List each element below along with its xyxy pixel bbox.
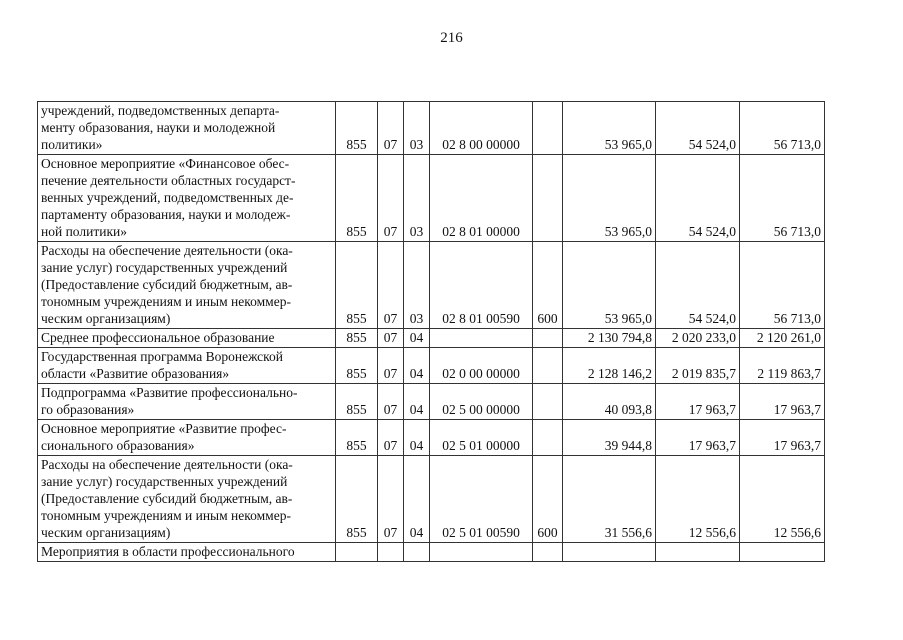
amount-year2-text: 17 963,7 bbox=[688, 438, 736, 453]
amount-year1-cell bbox=[563, 456, 656, 543]
amount-year1-cell bbox=[563, 242, 656, 329]
expense-name-cell bbox=[38, 456, 336, 543]
subsection-code-cell bbox=[404, 456, 430, 543]
section-code-cell bbox=[378, 102, 404, 155]
target-article-cell bbox=[430, 348, 533, 384]
table-row bbox=[38, 329, 825, 348]
section-code-text: 07 bbox=[383, 366, 398, 381]
amount-year1-text: 53 965,0 bbox=[604, 224, 652, 239]
subsection-code-cell bbox=[404, 242, 430, 329]
ministry-code-text: 855 bbox=[346, 330, 367, 345]
amount-year3-cell bbox=[740, 242, 825, 329]
section-code-cell bbox=[378, 348, 404, 384]
expense-type-cell bbox=[533, 102, 563, 155]
amount-year3-text: 56 713,0 bbox=[773, 137, 821, 152]
table-row bbox=[38, 242, 825, 329]
section-code-text: 07 bbox=[383, 137, 398, 152]
section-code-cell bbox=[378, 384, 404, 420]
ministry-code-text: 855 bbox=[346, 224, 367, 239]
target-article-cell bbox=[430, 329, 533, 348]
amount-year2-cell bbox=[656, 155, 740, 242]
subsection-code-text: 03 bbox=[409, 137, 424, 152]
table-row bbox=[38, 543, 825, 562]
expense-name-text: Подпрограмма «Развитие профессионально- го образования» bbox=[41, 385, 298, 417]
amount-year2-text: 12 556,6 bbox=[688, 525, 736, 540]
expense-type-cell bbox=[533, 384, 563, 420]
amount-year2-cell bbox=[656, 242, 740, 329]
expense-type-cell bbox=[533, 456, 563, 543]
expense-type-text: 600 bbox=[537, 311, 558, 326]
target-article-text: 02 0 00 00000 bbox=[442, 366, 520, 381]
ministry-code-cell bbox=[336, 155, 378, 242]
target-article-text: 02 5 00 00000 bbox=[442, 402, 520, 417]
expense-name-text: Основное мероприятие «Развитие профес- сионального образования» bbox=[41, 421, 287, 453]
target-article-text: 02 8 01 00000 bbox=[442, 224, 520, 239]
subsection-code-cell bbox=[404, 155, 430, 242]
ministry-code-text: 855 bbox=[346, 366, 367, 381]
ministry-code-cell bbox=[336, 456, 378, 543]
target-article-text: 02 5 01 00000 bbox=[442, 438, 520, 453]
target-article-cell bbox=[430, 384, 533, 420]
budget-rows bbox=[38, 102, 825, 562]
amount-year3-cell bbox=[740, 384, 825, 420]
section-code-text: 07 bbox=[383, 311, 398, 326]
expense-name-text: Основное мероприятие «Финансовое обес- печение деятельности областных государст- венных учреждений, подведомственных де- партаменту образования, науки и молодеж- ной политики» bbox=[41, 156, 296, 239]
target-article-text: 02 8 01 00590 bbox=[442, 311, 520, 326]
section-code-text: 07 bbox=[383, 224, 398, 239]
amount-year1-cell bbox=[563, 420, 656, 456]
amount-year1-cell bbox=[563, 329, 656, 348]
table-row bbox=[38, 384, 825, 420]
ministry-code-cell bbox=[336, 348, 378, 384]
expense-type-text: 600 bbox=[537, 525, 558, 540]
amount-year2-cell bbox=[656, 420, 740, 456]
amount-year1-cell bbox=[563, 348, 656, 384]
subsection-code-text: 04 bbox=[409, 438, 424, 453]
expense-name-cell bbox=[38, 242, 336, 329]
table-row bbox=[38, 155, 825, 242]
amount-year1-text: 31 556,6 bbox=[604, 525, 652, 540]
amount-year1-text: 53 965,0 bbox=[604, 311, 652, 326]
amount-year2-text: 2 020 233,0 bbox=[671, 330, 736, 345]
amount-year3-cell bbox=[740, 543, 825, 562]
target-article-cell bbox=[430, 102, 533, 155]
expense-name-cell bbox=[38, 102, 336, 155]
expense-type-cell bbox=[533, 348, 563, 384]
expense-name-cell bbox=[38, 155, 336, 242]
expense-name-cell bbox=[38, 420, 336, 456]
subsection-code-cell bbox=[404, 102, 430, 155]
amount-year3-text: 56 713,0 bbox=[773, 311, 821, 326]
amount-year3-text: 2 120 261,0 bbox=[756, 330, 821, 345]
amount-year1-cell bbox=[563, 155, 656, 242]
subsection-code-text: 03 bbox=[409, 224, 424, 239]
amount-year1-text: 2 128 146,2 bbox=[587, 366, 652, 381]
amount-year1-cell bbox=[563, 543, 656, 562]
expense-name-text: Мероприятия в области профессионального bbox=[41, 544, 295, 559]
section-code-text: 07 bbox=[383, 525, 398, 540]
amount-year2-cell bbox=[656, 102, 740, 155]
ministry-code-cell bbox=[336, 329, 378, 348]
amount-year1-text: 39 944,8 bbox=[604, 438, 652, 453]
amount-year2-cell bbox=[656, 543, 740, 562]
expense-name-text: Государственная программа Воронежской области «Развитие образования» bbox=[41, 349, 283, 381]
amount-year3-cell bbox=[740, 456, 825, 543]
amount-year3-cell bbox=[740, 329, 825, 348]
section-code-cell bbox=[378, 155, 404, 242]
amount-year3-text: 56 713,0 bbox=[773, 224, 821, 239]
expense-type-cell bbox=[533, 242, 563, 329]
amount-year3-cell bbox=[740, 102, 825, 155]
section-code-cell bbox=[378, 242, 404, 329]
amount-year2-text: 54 524,0 bbox=[688, 311, 736, 326]
target-article-cell bbox=[430, 420, 533, 456]
table-row bbox=[38, 420, 825, 456]
table-row bbox=[38, 348, 825, 384]
table-row bbox=[38, 456, 825, 543]
amount-year1-cell bbox=[563, 384, 656, 420]
subsection-code-text: 03 bbox=[409, 311, 424, 326]
expense-type-cell bbox=[533, 155, 563, 242]
target-article-cell bbox=[430, 155, 533, 242]
section-code-text: 07 bbox=[383, 438, 398, 453]
amount-year2-cell bbox=[656, 329, 740, 348]
amount-year3-text: 17 963,7 bbox=[773, 438, 821, 453]
target-article-cell bbox=[430, 543, 533, 562]
ministry-code-cell bbox=[336, 242, 378, 329]
section-code-text: 07 bbox=[383, 330, 398, 345]
expense-name-text: учреждений, подведомственных департа- менту образования, науки и молодежной политики» bbox=[41, 103, 280, 152]
amount-year2-text: 17 963,7 bbox=[688, 402, 736, 417]
amount-year2-text: 2 019 835,7 bbox=[671, 366, 736, 381]
subsection-code-text: 04 bbox=[409, 525, 424, 540]
expense-name-cell bbox=[38, 543, 336, 562]
amount-year2-cell bbox=[656, 384, 740, 420]
expense-name-cell bbox=[38, 329, 336, 348]
expense-name-cell bbox=[38, 348, 336, 384]
ministry-code-text: 855 bbox=[346, 137, 367, 152]
subsection-code-text: 04 bbox=[409, 366, 424, 381]
amount-year3-cell bbox=[740, 155, 825, 242]
amount-year3-text: 12 556,6 bbox=[773, 525, 821, 540]
ministry-code-text: 855 bbox=[346, 402, 367, 417]
amount-year1-cell bbox=[563, 102, 656, 155]
amount-year1-text: 2 130 794,8 bbox=[587, 330, 652, 345]
target-article-cell bbox=[430, 242, 533, 329]
expense-name-text: Среднее профессиональное образование bbox=[41, 330, 275, 345]
budget-table bbox=[37, 101, 825, 562]
section-code-cell bbox=[378, 420, 404, 456]
subsection-code-cell bbox=[404, 384, 430, 420]
subsection-code-cell bbox=[404, 420, 430, 456]
ministry-code-text: 855 bbox=[346, 311, 367, 326]
section-code-text: 07 bbox=[383, 402, 398, 417]
amount-year2-text: 54 524,0 bbox=[688, 224, 736, 239]
expense-name-cell bbox=[38, 384, 336, 420]
ministry-code-text: 855 bbox=[346, 525, 367, 540]
expense-name-text: Расходы на обеспечение деятельности (ока- зание услуг) государственных учреждений (Предоставление субсидий бюджетным, ав- тономным учреждениям и иным некоммер- ческим организациям) bbox=[41, 243, 293, 326]
expense-name-text: Расходы на обеспечение деятельности (ока- зание услуг) государственных учреждений (Предоставление субсидий бюджетным, ав- тономным учреждениям и иным некоммер- ческим организациям) bbox=[41, 457, 293, 540]
amount-year1-text: 40 093,8 bbox=[604, 402, 652, 417]
page-number: 216 bbox=[440, 30, 463, 46]
amount-year3-text: 17 963,7 bbox=[773, 402, 821, 417]
ministry-code-cell bbox=[336, 543, 378, 562]
table-row bbox=[38, 102, 825, 155]
ministry-code-text: 855 bbox=[346, 438, 367, 453]
section-code-cell bbox=[378, 329, 404, 348]
subsection-code-cell bbox=[404, 348, 430, 384]
expense-type-cell bbox=[533, 329, 563, 348]
expense-type-cell bbox=[533, 543, 563, 562]
target-article-text: 02 8 00 00000 bbox=[442, 137, 520, 152]
section-code-cell bbox=[378, 456, 404, 543]
amount-year2-cell bbox=[656, 456, 740, 543]
target-article-cell bbox=[430, 456, 533, 543]
ministry-code-cell bbox=[336, 384, 378, 420]
amount-year3-cell bbox=[740, 420, 825, 456]
target-article-text: 02 5 01 00590 bbox=[442, 525, 520, 540]
section-code-cell bbox=[378, 543, 404, 562]
ministry-code-cell bbox=[336, 420, 378, 456]
amount-year2-text: 54 524,0 bbox=[688, 137, 736, 152]
amount-year1-text: 53 965,0 bbox=[604, 137, 652, 152]
expense-type-cell bbox=[533, 420, 563, 456]
subsection-code-cell bbox=[404, 329, 430, 348]
amount-year3-text: 2 119 863,7 bbox=[757, 366, 821, 381]
ministry-code-cell bbox=[336, 102, 378, 155]
subsection-code-text: 04 bbox=[409, 402, 424, 417]
amount-year3-cell bbox=[740, 348, 825, 384]
subsection-code-text: 04 bbox=[409, 330, 424, 345]
amount-year2-cell bbox=[656, 348, 740, 384]
subsection-code-cell bbox=[404, 543, 430, 562]
